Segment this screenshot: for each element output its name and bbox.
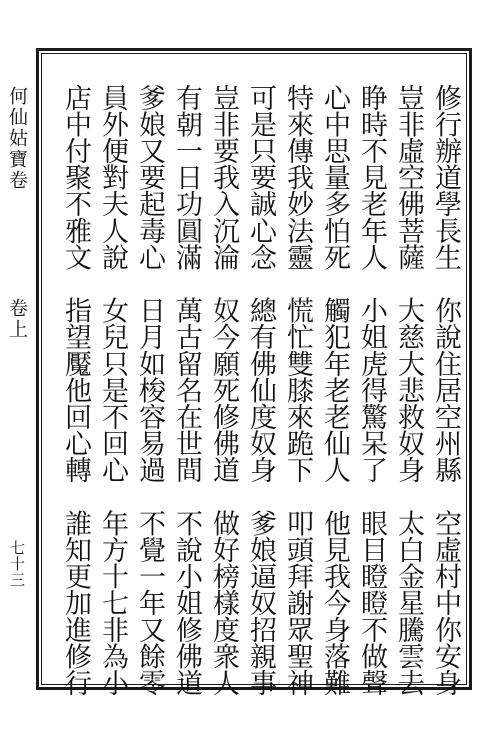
text-column: 店中付聚不雅文 指望魘他回心轉 誰知更加進修行 [60,84,91,696]
text-column: 豈非虛空佛菩薩 大慈大悲救奴身 太白金星騰雲去 [393,84,424,696]
text-column: 可是只要誠心念 總有佛仙度奴身 爹娘逼奴招親事 [245,84,276,696]
text-column: 豈非要我入沉淪 奴今願死修佛道 做好榜樣度衆人 [208,84,239,696]
page-number: 七十三 [8,540,26,588]
text-column: 心中思量多怕死 觸犯年老老仙人 他見我今身落難 [319,84,350,696]
volume-label: 卷上 [6,298,28,340]
book-title: 何仙姑寶卷 [6,86,28,191]
text-column: 有朝一日功圓滿 萬古留名在世間 不說小姐修佛道 [171,84,202,696]
text-column: 特來傳我妙法靈 慌忙雙膝來跪下 叩頭拜謝眾聖神 [282,84,313,696]
text-column: 修行辦道學長生 你說住居空州縣 空虛村中你安身 [430,84,461,696]
text-column: 睁時不見老年人 小姐虎得驚呆了 眼目瞪瞪不做聲 [356,84,387,696]
text-column: 爹娘又要起毒心 日月如梭容易過 不覺一年又餘零 [134,84,165,696]
text-column: 員外便對夫人說 女兒只是不回心 年方十七非為小 [97,84,128,696]
